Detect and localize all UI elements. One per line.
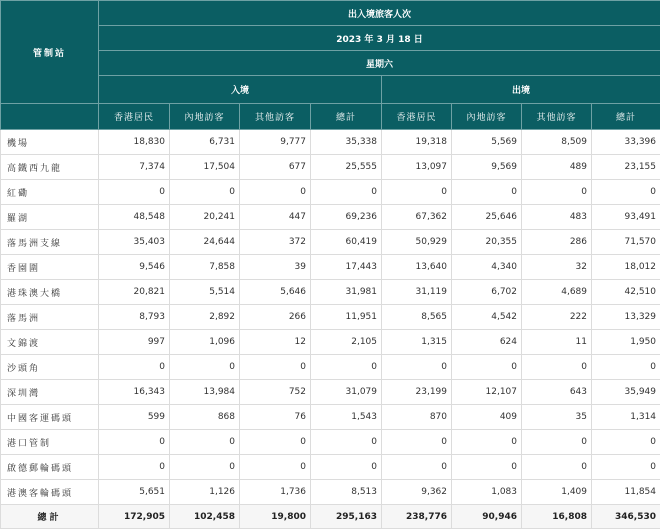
table-cell: 0 (592, 430, 660, 455)
table-cell: 93,491 (592, 205, 660, 230)
table-cell: 1,315 (382, 330, 452, 355)
table-cell: 6,731 (170, 130, 240, 155)
table-cell: 1,083 (452, 480, 522, 505)
table-cell: 0 (522, 430, 592, 455)
table-cell: 18,830 (99, 130, 170, 155)
table-cell: 0 (240, 180, 311, 205)
table-cell: 0 (99, 455, 170, 480)
table-cell: 31,119 (382, 280, 452, 305)
table-cell: 20,241 (170, 205, 240, 230)
table-cell: 0 (592, 180, 660, 205)
table-cell: 31,981 (311, 280, 382, 305)
table-cell: 8,565 (382, 305, 452, 330)
table-cell: 50,929 (382, 230, 452, 255)
station-name: 港澳客輪碼頭 (1, 480, 99, 505)
table-cell: 13,329 (592, 305, 660, 330)
station-name: 深圳灣 (1, 380, 99, 405)
table-row (1, 180, 660, 205)
total-cell: 346,530 (592, 505, 660, 529)
table-cell: 32 (522, 255, 592, 280)
station-column-header: 管制站 (1, 1, 99, 104)
table-cell: 447 (240, 205, 311, 230)
table-cell: 0 (522, 355, 592, 380)
table-cell: 20,821 (99, 280, 170, 305)
table-cell: 76 (240, 405, 311, 430)
total-label: 總計 (1, 505, 99, 529)
station-name: 文錦渡 (1, 330, 99, 355)
station-name: 香園圍 (1, 255, 99, 280)
table-cell: 20,355 (452, 230, 522, 255)
table-cell: 4,689 (522, 280, 592, 305)
table-row (1, 155, 660, 180)
total-row (1, 505, 660, 529)
total-cell: 102,458 (170, 505, 240, 529)
table-cell: 0 (170, 355, 240, 380)
table-row (1, 280, 660, 305)
table-cell: 0 (452, 430, 522, 455)
table-cell: 0 (452, 355, 522, 380)
table-row (1, 380, 660, 405)
table-row (1, 430, 660, 455)
table-weekday: 星期六 (99, 51, 660, 76)
table-cell: 0 (240, 430, 311, 455)
table-cell: 35,949 (592, 380, 660, 405)
station-name: 港珠澳大橋 (1, 280, 99, 305)
column-header: 其他訪客 (240, 104, 311, 130)
table-cell: 0 (99, 180, 170, 205)
table-cell: 0 (382, 430, 452, 455)
table-cell: 18,012 (592, 255, 660, 280)
table-cell: 5,569 (452, 130, 522, 155)
table-cell: 9,362 (382, 480, 452, 505)
table-cell: 9,546 (99, 255, 170, 280)
table-cell: 12 (240, 330, 311, 355)
table-cell: 0 (382, 180, 452, 205)
table-body (1, 130, 660, 505)
table-cell: 11,951 (311, 305, 382, 330)
table-cell: 19,318 (382, 130, 452, 155)
table-cell: 31,079 (311, 380, 382, 405)
column-header: 總計 (592, 104, 660, 130)
table-cell: 8,513 (311, 480, 382, 505)
table-row (1, 480, 660, 505)
table-cell: 33,396 (592, 130, 660, 155)
table-cell: 8,793 (99, 305, 170, 330)
table-cell: 0 (452, 180, 522, 205)
table-cell: 39 (240, 255, 311, 280)
table-date: 2023 年 3 月 18 日 (99, 26, 660, 51)
table-cell: 35,338 (311, 130, 382, 155)
table-cell: 35,403 (99, 230, 170, 255)
total-cell: 90,946 (452, 505, 522, 529)
station-name: 啟德郵輪碼頭 (1, 455, 99, 480)
table-cell: 222 (522, 305, 592, 330)
table-cell: 7,858 (170, 255, 240, 280)
table-cell: 0 (311, 455, 382, 480)
table-cell: 2,105 (311, 330, 382, 355)
table-cell: 69,236 (311, 205, 382, 230)
table-cell: 870 (382, 405, 452, 430)
table-cell: 599 (99, 405, 170, 430)
table-cell: 5,651 (99, 480, 170, 505)
table-cell: 5,646 (240, 280, 311, 305)
table-cell: 0 (592, 355, 660, 380)
table-title: 出入境旅客人次 (99, 1, 660, 26)
table-row (1, 330, 660, 355)
table-cell: 13,097 (382, 155, 452, 180)
table-cell: 868 (170, 405, 240, 430)
total-cell: 172,905 (99, 505, 170, 529)
station-name: 沙頭角 (1, 355, 99, 380)
total-cell: 19,800 (240, 505, 311, 529)
table-row (1, 205, 660, 230)
table-cell: 11 (522, 330, 592, 355)
total-cell: 238,776 (382, 505, 452, 529)
table-cell: 1,543 (311, 405, 382, 430)
station-name: 紅磡 (1, 180, 99, 205)
column-header: 內地訪客 (452, 104, 522, 130)
table-cell: 17,443 (311, 255, 382, 280)
table-cell: 12,107 (452, 380, 522, 405)
table-cell: 42,510 (592, 280, 660, 305)
table-cell: 16,343 (99, 380, 170, 405)
table-cell: 624 (452, 330, 522, 355)
table-cell: 4,542 (452, 305, 522, 330)
table-cell: 6,702 (452, 280, 522, 305)
table-cell: 0 (592, 455, 660, 480)
arrival-header: 入境 (99, 76, 382, 104)
table-row (1, 130, 660, 155)
table-cell: 0 (170, 430, 240, 455)
table-cell: 2,892 (170, 305, 240, 330)
table-cell: 23,155 (592, 155, 660, 180)
table-cell: 0 (99, 430, 170, 455)
table-cell: 997 (99, 330, 170, 355)
table-cell: 0 (170, 455, 240, 480)
station-name: 高鐵西九龍 (1, 155, 99, 180)
table-cell: 48,548 (99, 205, 170, 230)
table-cell: 266 (240, 305, 311, 330)
table-cell: 9,569 (452, 155, 522, 180)
table-cell: 0 (311, 180, 382, 205)
station-name: 落馬洲支線 (1, 230, 99, 255)
table-cell: 1,126 (170, 480, 240, 505)
station-name: 機場 (1, 130, 99, 155)
table-cell: 25,555 (311, 155, 382, 180)
column-header: 內地訪客 (170, 104, 240, 130)
table-cell: 11,854 (592, 480, 660, 505)
table-row (1, 355, 660, 380)
table-cell: 372 (240, 230, 311, 255)
station-name: 中國客運碼頭 (1, 405, 99, 430)
table-cell: 0 (522, 180, 592, 205)
table-cell: 4,340 (452, 255, 522, 280)
table-cell: 24,644 (170, 230, 240, 255)
table-cell: 643 (522, 380, 592, 405)
table-cell: 483 (522, 205, 592, 230)
table-cell: 13,984 (170, 380, 240, 405)
station-name: 羅湖 (1, 205, 99, 230)
table-cell: 35 (522, 405, 592, 430)
table-cell: 60,419 (311, 230, 382, 255)
table-cell: 0 (240, 355, 311, 380)
station-name: 港口管制 (1, 430, 99, 455)
table-cell: 0 (522, 455, 592, 480)
table-cell: 13,640 (382, 255, 452, 280)
table-cell: 8,509 (522, 130, 592, 155)
table-cell: 23,199 (382, 380, 452, 405)
table-cell: 0 (382, 355, 452, 380)
table-cell: 1,736 (240, 480, 311, 505)
table-cell: 0 (170, 180, 240, 205)
departure-header: 出境 (382, 76, 660, 104)
table-cell: 677 (240, 155, 311, 180)
table-row (1, 455, 660, 480)
table-cell: 1,314 (592, 405, 660, 430)
table-cell: 0 (382, 455, 452, 480)
column-header: 香港居民 (99, 104, 170, 130)
total-cell: 295,163 (311, 505, 382, 529)
table-row (1, 230, 660, 255)
table-cell: 7,374 (99, 155, 170, 180)
table-cell: 67,362 (382, 205, 452, 230)
table-cell: 752 (240, 380, 311, 405)
table-cell: 5,514 (170, 280, 240, 305)
table-cell: 17,504 (170, 155, 240, 180)
station-header-filler (1, 104, 99, 130)
table-cell: 0 (452, 455, 522, 480)
table-cell: 286 (522, 230, 592, 255)
table-cell: 25,646 (452, 205, 522, 230)
table-cell: 1,950 (592, 330, 660, 355)
table-cell: 71,570 (592, 230, 660, 255)
table-row (1, 405, 660, 430)
table-cell: 0 (240, 455, 311, 480)
table-cell: 489 (522, 155, 592, 180)
table-row (1, 255, 660, 280)
total-cell: 16,808 (522, 505, 592, 529)
table-cell: 0 (99, 355, 170, 380)
table-cell: 1,409 (522, 480, 592, 505)
table-cell: 409 (452, 405, 522, 430)
column-header: 其他訪客 (522, 104, 592, 130)
table-cell: 0 (311, 430, 382, 455)
table-row (1, 305, 660, 330)
table-cell: 0 (311, 355, 382, 380)
station-name: 落馬洲 (1, 305, 99, 330)
column-header: 香港居民 (382, 104, 452, 130)
table-cell: 1,096 (170, 330, 240, 355)
column-header: 總計 (311, 104, 382, 130)
table-cell: 9,777 (240, 130, 311, 155)
